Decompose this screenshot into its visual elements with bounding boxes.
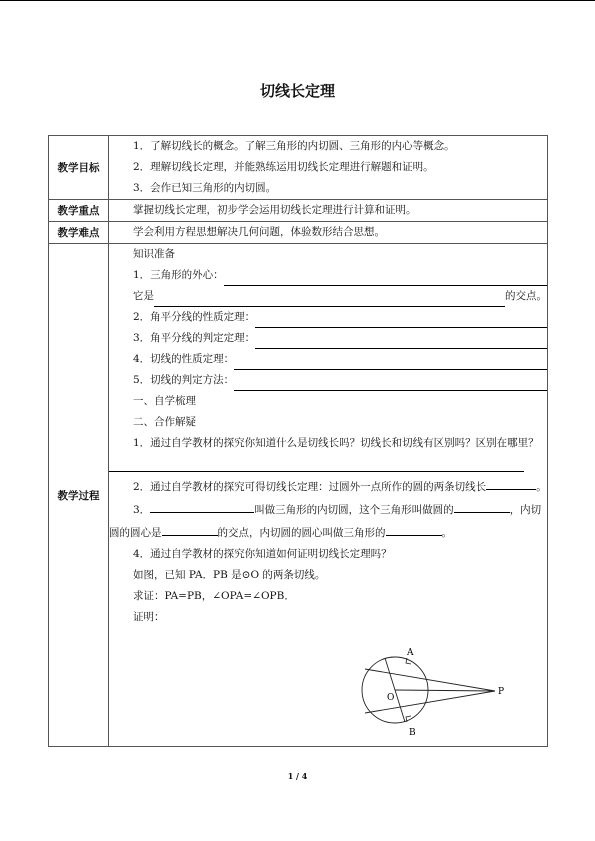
objectives-label: 教学目标 <box>49 136 109 200</box>
prove-text: 求证：PA=PB，∠OPA=∠OPB． <box>133 590 295 602</box>
section-cooperation: 二、合作解疑 <box>133 416 196 428</box>
prep-q2: 2．角平分线的性质定理： <box>109 307 547 328</box>
key-points-text: 掌握切线长定理，初步学会运用切线长定理进行计算和证明。 <box>133 204 417 216</box>
label-o: O <box>387 693 395 703</box>
answer-blank[interactable] <box>234 376 547 391</box>
answer-blank[interactable] <box>224 271 547 286</box>
difficulties-row <box>49 222 548 244</box>
answer-blank[interactable] <box>109 457 524 472</box>
question-3: 3． 叫做三角形的内切圆，这个三角形叫做圆的 ，内切圆的圆心是 的交点，内切圆的圆心叫做三角形的 。 <box>109 498 547 544</box>
label-a: A <box>407 648 414 658</box>
process-content <box>109 244 547 746</box>
tangent-pb <box>365 691 495 713</box>
tangent-pa <box>365 669 495 691</box>
process-label: 教学过程 <box>49 244 109 747</box>
objective-item: 2．理解切线长定理，并能熟练运用切线长定理进行解题和证明。 <box>133 161 434 173</box>
prep-q3: 3．角平分线的判定定理： <box>109 328 547 349</box>
prep-q5: 5．切线的判定方法： <box>109 370 547 391</box>
tangent-figure <box>355 648 515 738</box>
prep-q1b: 它是 的交点。 <box>109 286 547 307</box>
prep-q1: 1．三角形的外心： <box>109 265 547 286</box>
answer-blank[interactable] <box>386 521 442 536</box>
label-b: B <box>409 728 416 738</box>
process-row <box>49 244 548 747</box>
answer-blank[interactable] <box>454 498 510 513</box>
key-points-row <box>49 200 548 222</box>
given-text: 如图，已知 PA．PB 是⊙O 的两条切线。 <box>133 569 326 581</box>
page-top-rule <box>0 0 595 1</box>
objective-item: 1．了解切线长的概念。了解三角形的内切圆、三角形的内心等概念。 <box>133 140 455 152</box>
answer-blank[interactable] <box>154 292 505 307</box>
answer-blank[interactable] <box>234 355 547 370</box>
objectives-row <box>49 136 548 200</box>
objective-item: 3．会作已知三角形的内切圆。 <box>133 182 277 194</box>
key-points-label: 教学重点 <box>49 200 109 222</box>
answer-blank[interactable] <box>255 334 547 349</box>
segment-op <box>395 690 495 691</box>
page-number: 1 / 4 <box>287 771 308 781</box>
question-4: 4．通过自学教材的探究你知道如何证明切线长定理吗？ <box>133 548 392 560</box>
answer-blank[interactable] <box>486 475 536 490</box>
prep-q4: 4．切线的性质定理： <box>109 349 547 370</box>
prep-title: 知识准备 <box>133 248 175 260</box>
page-title: 切线长定理 <box>259 82 335 100</box>
answer-blank[interactable] <box>255 313 547 328</box>
proof-label: 证明： <box>133 611 165 623</box>
answer-blank[interactable] <box>162 521 218 536</box>
objectives-content <box>109 136 548 200</box>
lesson-plan-table <box>48 135 548 747</box>
answer-blank[interactable] <box>150 498 254 513</box>
question-1: 1．通过自学教材的探究你知道什么是切线长吗？切线长和切线有区别吗？区别在哪里？ <box>133 437 539 449</box>
question-2: 2．通过自学教材的探究可得切线长定理：过圆外一点所作的圆的两条切线长 。 <box>109 475 547 498</box>
difficulties-label: 教学难点 <box>49 222 109 244</box>
difficulties-text: 学会利用方程思想解决几何问题，体验数形结合思想。 <box>133 226 385 238</box>
label-p: P <box>498 687 505 697</box>
section-self-study: 一、自学梳理 <box>133 395 196 407</box>
